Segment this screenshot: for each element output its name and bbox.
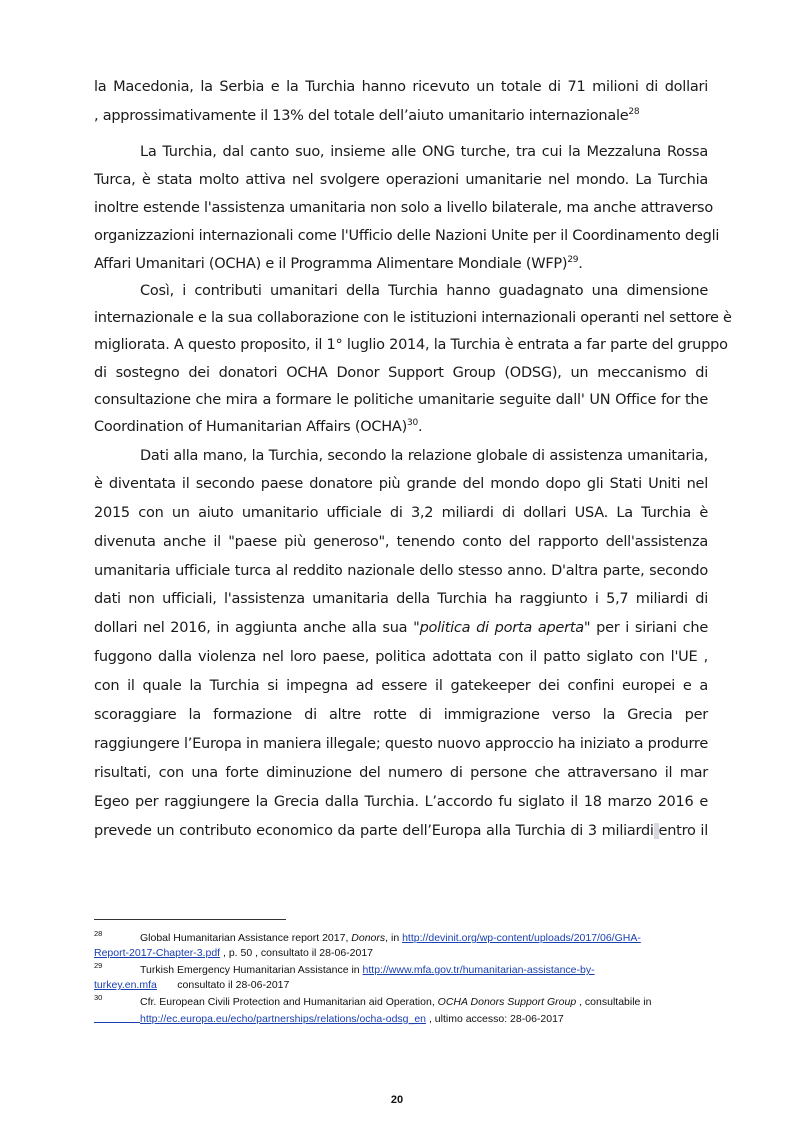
body-line: prevede un contributo economico da parte dell’Europa alla Turchia di 3 miliardi entro il — [94, 823, 708, 839]
body-line: risultati, con una forte diminuzione del numero di persone che attraversano il mar — [94, 765, 708, 781]
page-number: 20 — [390, 1094, 404, 1106]
footnote-number: 28 — [94, 929, 103, 938]
footnote-link[interactable]: http://devinit.org/wp-content/uploads/2017/06/GHA- — [402, 932, 641, 944]
body-line: organizzazioni internazionali come l'Ufficio delle Nazioni Unite per il Coordinamento degli — [94, 228, 720, 244]
footnote-29-cont: turkey.en.mfa consultato il 28-06-2017 — [94, 979, 290, 991]
footnote-30: 30 Cfr. European Civili Protection and Humanitarian aid Operation, OCHA Donors Support Group , consultabile in — [94, 993, 652, 1008]
body-line: Dati alla mano, la Turchia, secondo la relazione globale di assistenza umanitaria, — [140, 448, 708, 464]
body-line: Coordination of Humanitarian Affairs (OCHA)$^{30}$. — [94, 418, 423, 435]
body-line: è diventata il secondo paese donatore più grande del mondo dopo gli Stati Uniti nel — [94, 476, 708, 492]
body-line: consultazione che mira a formare le politiche umanitarie seguite dall' UN Office for the — [94, 392, 708, 408]
body-line: umanitaria ufficiale turca al reddito nazionale dello stesso anno. D'altra parte, secondo — [94, 563, 708, 579]
link-underline-lead — [94, 1011, 140, 1023]
body-line: migliorata. A questo proposito, il 1° luglio 2014, la Turchia è entrata a far parte del gruppo — [94, 337, 728, 353]
footnote-number: 29 — [94, 961, 103, 970]
footnote-28: 28 Global Humanitarian Assistance report 2017, Donors, in http://devinit.org/wp-content/uploads/2017/06/GHA- — [94, 929, 641, 944]
footnote-link[interactable]: http://www.mfa.gov.tr/humanitarian-assistance-by- — [362, 964, 595, 976]
body-line: Affari Umanitari (OCHA) e il Programma Alimentare Mondiale (WFP)$^{29}$. — [94, 255, 583, 272]
footnote-29: 29 Turkish Emergency Humanitarian Assistance in http://www.mfa.gov.tr/humanitarian-assistance-by- — [94, 961, 595, 976]
body-line: internazionale e la sua collaborazione con le istituzioni internazionali operanti nel settore è — [94, 310, 732, 326]
body-line: scoraggiare la formazione di altre rotte di immigrazione verso la Grecia per — [94, 707, 708, 723]
footnote-link[interactable]: http://ec.europa.eu/echo/partnerships/relations/ocha-odsg_en — [140, 1013, 427, 1025]
body-line: divenuta anche il "paese più generoso", tenendo conto del rapporto dell'assistenza — [94, 534, 708, 550]
body-line: raggiungere l’Europa in maniera illegale; questo nuovo approccio ha iniziato a produrre — [94, 736, 708, 752]
body-line: , approssimativamente il 13% del totale dell’aiuto umanitario internazionale$^{28}$ — [94, 107, 640, 124]
body-line: di sostegno dei donatori OCHA Donor Support Group (ODSG), un meccanismo di — [94, 365, 708, 381]
footnote-ref[interactable]: 30 — [407, 418, 418, 428]
body-line: La Turchia, dal canto suo, insieme alle ONG turche, tra cui la Mezzaluna Rossa — [140, 144, 708, 160]
body-line: fuggono dalla violenza nel loro paese, politica adottata con il patto siglato con l'UE , — [94, 649, 708, 665]
body-line: con il quale la Turchia si impegna ad essere il gatekeeper dei confini europei e a — [94, 678, 708, 694]
body-line: Turca, è stata molto attiva nel svolgere operazioni umanitarie nel mondo. La Turchia — [94, 172, 708, 188]
footnote-link[interactable]: turkey.en.mfa — [94, 979, 157, 991]
footnote-number: 30 — [94, 993, 103, 1002]
body-line: Così, i contributi umanitari della Turchia hanno guadagnato una dimensione — [140, 283, 708, 299]
body-line: 2015 con un aiuto umanitario ufficiale di 3,2 miliardi di dollari USA. La Turchia è — [94, 505, 708, 521]
body-line: la Macedonia, la Serbia e la Turchia hanno ricevuto un totale di 71 milioni di dollari — [94, 79, 708, 95]
body-line: dati non ufficiali, l'assistenza umanitaria della Turchia ha raggiunto i 5,7 miliardi di — [94, 591, 708, 607]
footnote-28-cont: Report-2017-Chapter-3.pdf , p. 50 , consultato il 28-06-2017 — [94, 947, 374, 959]
body-line: inoltre estende l'assistenza umanitaria non solo a livello bilaterale, ma anche attraverso — [94, 200, 713, 216]
body-line: Egeo per raggiungere la Grecia dalla Turchia. L’accordo fu siglato il 18 marzo 2016 e — [94, 794, 708, 810]
footnote-30-cont: http://ec.europa.eu/echo/partnerships/relations/ocha-odsg_en , ultimo accesso: 28-06-2017 — [94, 1011, 734, 1025]
italic-phrase: politica di porta aperta — [419, 620, 584, 636]
footnote-separator — [94, 919, 286, 920]
body-line: dollari nel 2016, in aggiunta anche alla sua "politica di porta aperta" per i siriani che — [94, 620, 708, 636]
footnote-ref[interactable]: 29 — [567, 255, 579, 265]
footnote-ref[interactable]: 28 — [628, 107, 640, 117]
footnote-link[interactable]: Report-2017-Chapter-3.pdf — [94, 947, 221, 959]
